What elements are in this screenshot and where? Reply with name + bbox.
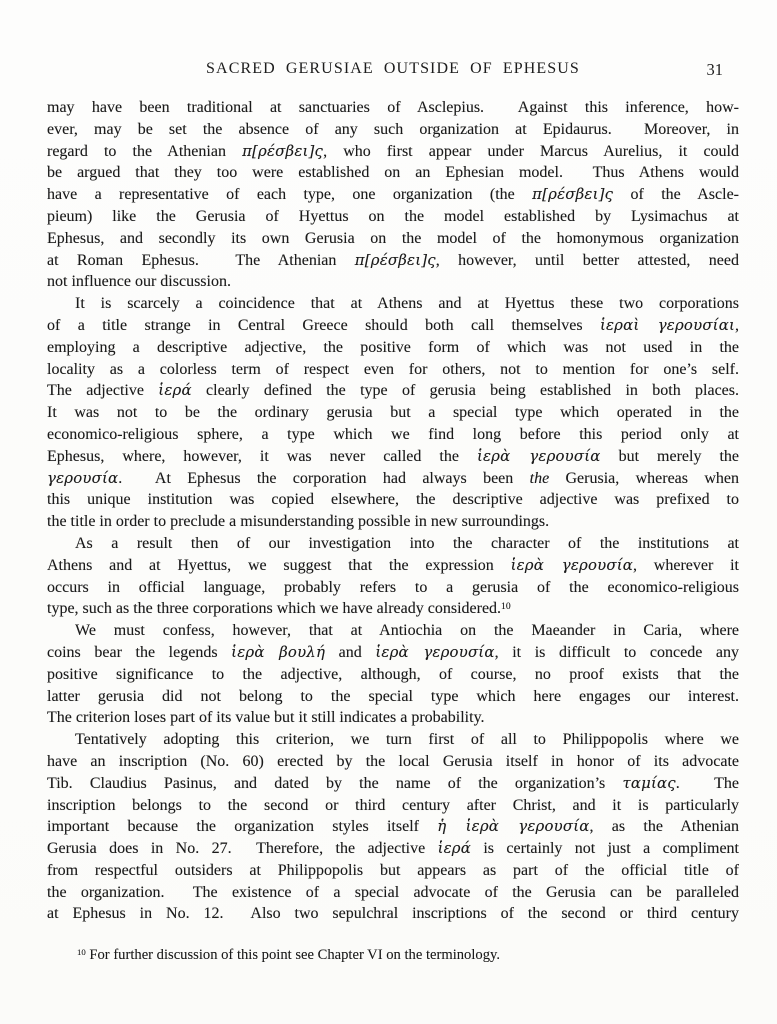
text-run: pieum) like the Gerusia of Hyettus on the model established by Lysimachus at bbox=[47, 207, 739, 225]
greek-text: ἱεραὶ γερουσίαι bbox=[599, 315, 735, 334]
paragraph bbox=[47, 293, 739, 533]
text-run: . The bbox=[675, 774, 739, 792]
text-run: It is scarcely a coincidence that at Athens and at Hyettus these two corporations bbox=[75, 295, 739, 313]
text-run: regard to the Athenian bbox=[47, 142, 243, 160]
text-run: Gerusia, whereas when bbox=[549, 469, 739, 487]
text-run: Ephesus, where, however, it was never called the bbox=[47, 447, 477, 465]
text-line bbox=[47, 250, 739, 272]
text-run: may have been traditional at sanctuaries of Asclepius. Against this inference, how- bbox=[47, 99, 739, 116]
footnote-reference: 10 bbox=[501, 600, 511, 612]
text-run: , however, until better attested, need bbox=[435, 251, 739, 269]
text-line bbox=[47, 795, 739, 817]
text-line bbox=[47, 162, 739, 184]
text-line bbox=[47, 773, 739, 795]
text-run: The criterion loses part of its value but it still indicates a probability. bbox=[47, 709, 485, 727]
text-run: occurs in official language, probably refers to a gerusia of the economico-religious bbox=[47, 578, 739, 596]
text-line bbox=[47, 228, 739, 250]
text-run: is certainly not just a compliment bbox=[470, 840, 739, 858]
text-line bbox=[47, 860, 739, 882]
greek-text: ἱερά bbox=[437, 839, 471, 858]
greek-text: ἱερὰ γερουσία bbox=[476, 446, 601, 465]
text-run: It was not to be the ordinary gerusia but a special type which operated in the bbox=[47, 404, 739, 422]
greek-text: ἱερὰ γερουσία bbox=[510, 555, 633, 574]
running-head bbox=[47, 60, 739, 82]
text-block bbox=[47, 97, 739, 925]
page-title: SACRED GERUSIAE OUTSIDE OF EPHESUS bbox=[206, 60, 580, 77]
text-run: , wherever it bbox=[632, 556, 739, 574]
greek-text: π[ρέσβει]ς bbox=[354, 250, 436, 269]
text-run: . At Ephesus the corporation had always been bbox=[118, 469, 530, 487]
text-run: locality as a colorless term of respect even for others, not to mention for one’s self. bbox=[47, 360, 739, 378]
paragraph bbox=[47, 97, 739, 293]
text-run: but merely the bbox=[600, 447, 739, 465]
text-line bbox=[47, 206, 739, 228]
text-run: inscription belongs to the second or third century after Christ, and it is particularly bbox=[47, 796, 739, 814]
text-run: at Roman Ephesus. The Athenian bbox=[47, 251, 355, 269]
text-run: of a title strange in Central Greece should both call themselves bbox=[47, 316, 600, 334]
text-run: Tib. Claudius Pasinus, and dated by the name of the organization’s bbox=[47, 774, 623, 792]
text-run: Tentatively adopting this criterion, we turn first of all to Philippopolis where we bbox=[75, 731, 739, 749]
text-line bbox=[47, 903, 739, 925]
text-run: Gerusia does in No. 27. Therefore, the adjective bbox=[47, 840, 438, 858]
text-line bbox=[47, 642, 739, 664]
text-run: not influence our discussion. bbox=[47, 273, 231, 291]
greek-text: ταμίας bbox=[622, 773, 676, 792]
text-line bbox=[47, 664, 739, 686]
text-line bbox=[47, 577, 739, 599]
text-run: clearly defined the type of gerusia being established in both places. bbox=[191, 382, 739, 400]
text-line bbox=[47, 511, 739, 533]
text-line bbox=[47, 598, 739, 620]
text-run: , bbox=[735, 316, 739, 334]
text-line bbox=[47, 446, 739, 468]
text-run: As a result then of our investigation into the character of the institutions at bbox=[75, 534, 739, 552]
text-line bbox=[47, 489, 739, 511]
footnote-text: For further discussion of this point see Chapter VI on the terminology. bbox=[85, 947, 500, 963]
text-run: economico-religious sphere, a type which we find long before this period only at bbox=[47, 425, 739, 443]
greek-text: ἱερὰ βουλή bbox=[231, 642, 326, 661]
text-line bbox=[47, 184, 739, 206]
text-run: positive significance to the adjective, although, of course, no proof exists that the bbox=[47, 665, 739, 683]
greek-text: ἡ ἱερὰ γερουσία bbox=[437, 817, 590, 836]
text-run: We must confess, however, that at Antiochia on the Maeander in Caria, where bbox=[75, 622, 739, 640]
text-line bbox=[47, 337, 739, 359]
text-run: have a representative of each type, one organization (the bbox=[47, 186, 533, 204]
text-line bbox=[47, 119, 739, 141]
text-run: , as the Athenian bbox=[589, 818, 739, 836]
text-line bbox=[47, 838, 739, 860]
text-line bbox=[47, 555, 739, 577]
text-line bbox=[47, 97, 739, 119]
text-run: from respectful outsiders at Philippopolis but appears as part of the official title of bbox=[47, 861, 739, 879]
text-run: ever, may be set the absence of any such organization at Epidaurus. Moreover, in bbox=[47, 120, 739, 138]
text-line bbox=[47, 424, 739, 446]
text-run: important because the organization styles itself bbox=[47, 818, 438, 836]
text-run: Ephesus, and secondly its own Gerusia on the model of the homonymous organization bbox=[47, 229, 739, 247]
text-run: The adjective bbox=[47, 382, 159, 400]
greek-text: π[ρέσβει]ς bbox=[242, 141, 324, 160]
text-run: the title in order to preclude a misunderstanding possible in new surroundings. bbox=[47, 513, 550, 531]
text-run: coins bear the legends bbox=[47, 643, 232, 661]
text-line bbox=[47, 686, 739, 708]
text-run: latter gerusia did not belong to the special type which here engages our interest. bbox=[47, 687, 739, 705]
text-run: and bbox=[325, 643, 376, 661]
text-line bbox=[47, 271, 739, 293]
text-line bbox=[47, 707, 739, 729]
text-line bbox=[47, 882, 739, 904]
greek-text: π[ρέσβει]ς bbox=[532, 185, 614, 204]
text-line bbox=[47, 293, 739, 315]
text-line bbox=[47, 141, 739, 163]
text-run: type, such as the three corporations which we have already considered. bbox=[47, 600, 502, 618]
greek-text: ἱερὰ γερουσία bbox=[375, 642, 495, 661]
text-line bbox=[47, 402, 739, 424]
text-line bbox=[47, 380, 739, 402]
text-line bbox=[47, 468, 739, 490]
paragraph bbox=[47, 533, 739, 620]
text-line bbox=[47, 359, 739, 381]
text-run: the organization. The existence of a special advocate of the Gerusia can be paralleled bbox=[47, 883, 739, 901]
text-run: of the Ascle- bbox=[613, 186, 739, 204]
text-run: at Ephesus in No. 12. Also two sepulchral inscriptions of the second or third century bbox=[47, 905, 739, 923]
text-line bbox=[47, 729, 739, 751]
italic-text: the bbox=[529, 469, 550, 487]
text-line bbox=[47, 620, 739, 642]
text-run: Athens and at Hyettus, we suggest that the expression bbox=[47, 556, 511, 574]
text-line bbox=[47, 533, 739, 555]
text-line bbox=[47, 751, 739, 773]
paragraph bbox=[47, 620, 739, 729]
footnote-marker: 10 bbox=[77, 946, 86, 957]
text-run: , who first appear under Marcus Aurelius, it could bbox=[323, 142, 739, 160]
text-run: be argued that they too were established on an Ephesian model. Thus Athens would bbox=[47, 164, 739, 182]
text-run: this unique institution was copied elsewhere, the descriptive adjective was prefixed to bbox=[47, 491, 739, 509]
text-run: , it is difficult to concede any bbox=[494, 643, 739, 661]
greek-text: ἱερά bbox=[158, 381, 192, 400]
paragraph bbox=[47, 729, 739, 925]
text-line bbox=[47, 816, 739, 838]
footnote bbox=[47, 946, 739, 966]
page-number: 31 bbox=[706, 60, 723, 79]
greek-text: γερουσία bbox=[47, 468, 119, 487]
text-run: have an inscription (No. 60) erected by the local Gerusia itself in honor of its advocate bbox=[47, 752, 739, 770]
text-line bbox=[47, 315, 739, 337]
text-run: employing a descriptive adjective, the positive form of which was not used in the bbox=[47, 338, 739, 356]
